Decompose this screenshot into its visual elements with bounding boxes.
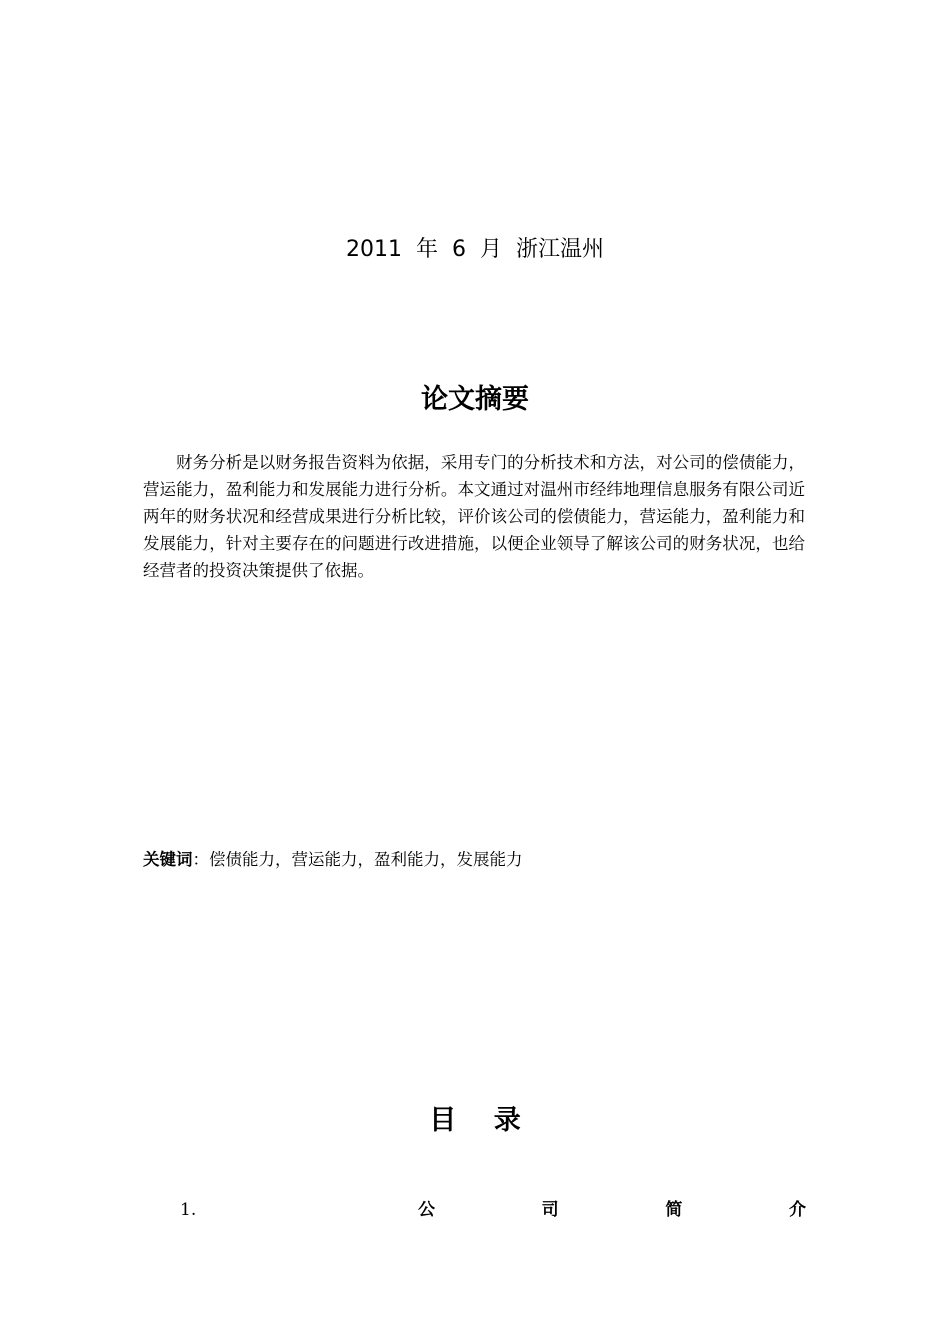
keywords-line bbox=[143, 846, 523, 874]
date-location-line: 2011 年 6 月 浙江温州 bbox=[346, 237, 604, 262]
abstract-body: 财务分析是以财务报告资料为依据，采用专门的分析技术和方法，对公司的偿债能力，营运能力，盈利能力和发展能力进行分析。本文通过对温州市经纬地理信息服务有限公司近两年的财务状况和经营成果进行分析比较，评价该公司的偿债能力，营运能力，盈利能力和发展能力，针对主要存在的问题进行改进措施，以便企业领导了解该公司的财务状况，也给经营者的投资决策提供了依据。 bbox=[143, 453, 805, 580]
toc-entry-title bbox=[418, 1196, 806, 1224]
toc-entry-char: 介 bbox=[788, 1200, 806, 1220]
toc-entry-number: 1. bbox=[180, 1200, 197, 1220]
keywords-separator: ： bbox=[192, 850, 209, 869]
toc-entry[interactable] bbox=[180, 1196, 806, 1224]
toc-title: 目 录 bbox=[429, 1105, 521, 1136]
keywords-label: 关键词 bbox=[143, 850, 193, 869]
toc-entry-char: 司 bbox=[541, 1200, 559, 1220]
keywords-text: 偿债能力，营运能力，盈利能力，发展能力 bbox=[209, 850, 523, 869]
toc-entry-char: 公 bbox=[418, 1200, 435, 1220]
toc-entry-char: 简 bbox=[665, 1200, 683, 1220]
abstract-title: 论文摘要 bbox=[421, 384, 529, 415]
